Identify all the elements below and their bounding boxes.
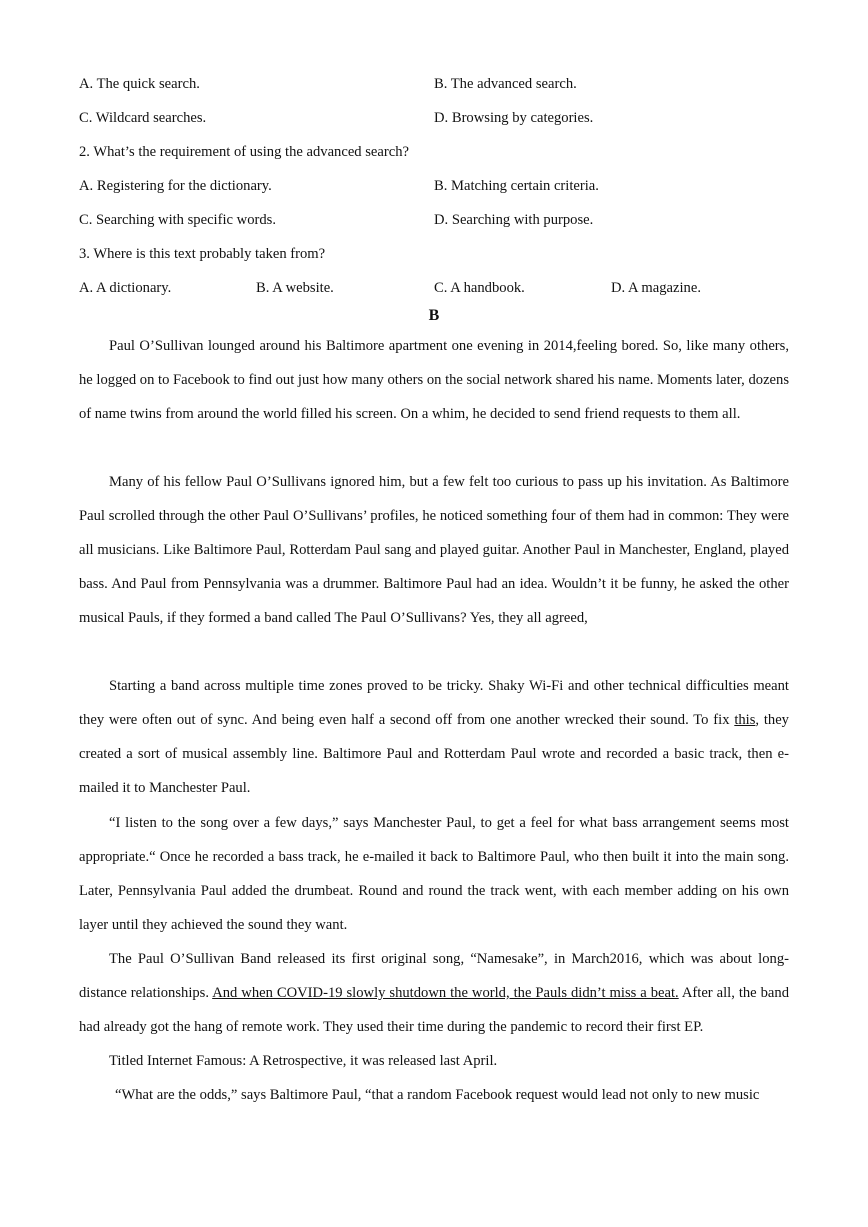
q1-option-a: A. The quick search. (79, 76, 200, 92)
passage-paragraph-5 (79, 942, 789, 1044)
q2-option-c: C. Searching with specific words. (79, 212, 276, 228)
passage-paragraph-1: Paul O’Sullivan lounged around his Baltimore apartment one evening in 2014,feeling bored. So, like many others, he logged on to Facebook to find out just how many others on the social network shared his name. Moments later, dozens of name twins from around the world filled his screen. On a whim, he decided to send friend requests to them all. (79, 338, 789, 422)
paragraph-5-text-end: After all, the band had already got the hang of remote work. They used their time during the pandemic to record their first EP. (79, 985, 790, 1035)
q2-option-b: B. Matching certain criteria. (434, 178, 599, 194)
underlined-sentence: And when COVID-19 slowly shutdown the world, the Pauls didn’t miss a beat. (212, 985, 679, 1001)
q3-option-a: A. A dictionary. (79, 280, 172, 296)
passage-paragraph-7: “What are the odds,” says Baltimore Paul, “that a random Facebook request would lead not only to new music (115, 1087, 760, 1103)
paragraph-3-text-start: Starting a band across multiple time zones proved to be tricky. Shaky Wi-Fi and other technical difficulties meant they were often out of sync. And being even half a second off from one another wrecked their sound. To fix (79, 678, 789, 728)
q3-option-d: D. A magazine. (611, 280, 701, 296)
paragraph-3-text-end: , they created a sort of musical assembly line. Baltimore Paul and Rotterdam Paul wrote and recorded a basic track, then e-mailed it to Manchester Paul. (79, 712, 789, 796)
passage-paragraph-6: Titled Internet Famous: A Retrospective, it was released last April. (109, 1053, 498, 1069)
q1-option-c: C. Wildcard searches. (79, 110, 207, 126)
q1-option-b: B. The advanced search. (434, 76, 577, 92)
paragraph-5-text-start: The Paul O’Sullivan Band released its first original song, “Namesake”, in March2016, which was about long-distance relationships. (79, 951, 789, 1001)
passage-paragraph-2: Many of his fellow Paul O’Sullivans ignored him, but a few felt too curious to pass up his invitation. As Baltimore Paul scrolled through the other Paul O’Sullivans’ profiles, he noticed something four of them had in common: They were all musicians. Like Baltimore Paul, Rotterdam Paul sang and played guitar. Another Paul in Manchester, England, played bass. And Paul from Pennsylvania was a drummer. Baltimore Paul had an idea. Wouldn’t it be funny, he asked the other musical Pauls, if they formed a band called The Paul O’Sullivans? Yes, they all agreed, (79, 474, 789, 626)
underlined-word-this: this (734, 712, 756, 728)
passage-paragraph-3 (79, 669, 789, 805)
q2-question: 2. What’s the requirement of using the advanced search? (79, 144, 409, 160)
q1-option-d: D. Browsing by categories. (434, 110, 594, 126)
q3-question: 3. Where is this text probably taken from? (79, 246, 326, 262)
q3-option-c: C. A handbook. (434, 280, 525, 296)
section-heading: B (428, 307, 440, 324)
passage-paragraph-4: “I listen to the song over a few days,” says Manchester Paul, to get a feel for what bass arrangement seems most appropriate.“ Once he recorded a bass track, he e-mailed it back to Baltimore Paul, who then built it into the main song. Later, Pennsylvania Paul added the drumbeat. Round and round the track went, with each member adding on his own layer until they achieved the sound they want. (79, 815, 789, 933)
q2-option-a: A. Registering for the dictionary. (79, 178, 272, 194)
q3-option-b: B. A website. (256, 280, 334, 296)
q2-option-d: D. Searching with purpose. (434, 212, 594, 228)
